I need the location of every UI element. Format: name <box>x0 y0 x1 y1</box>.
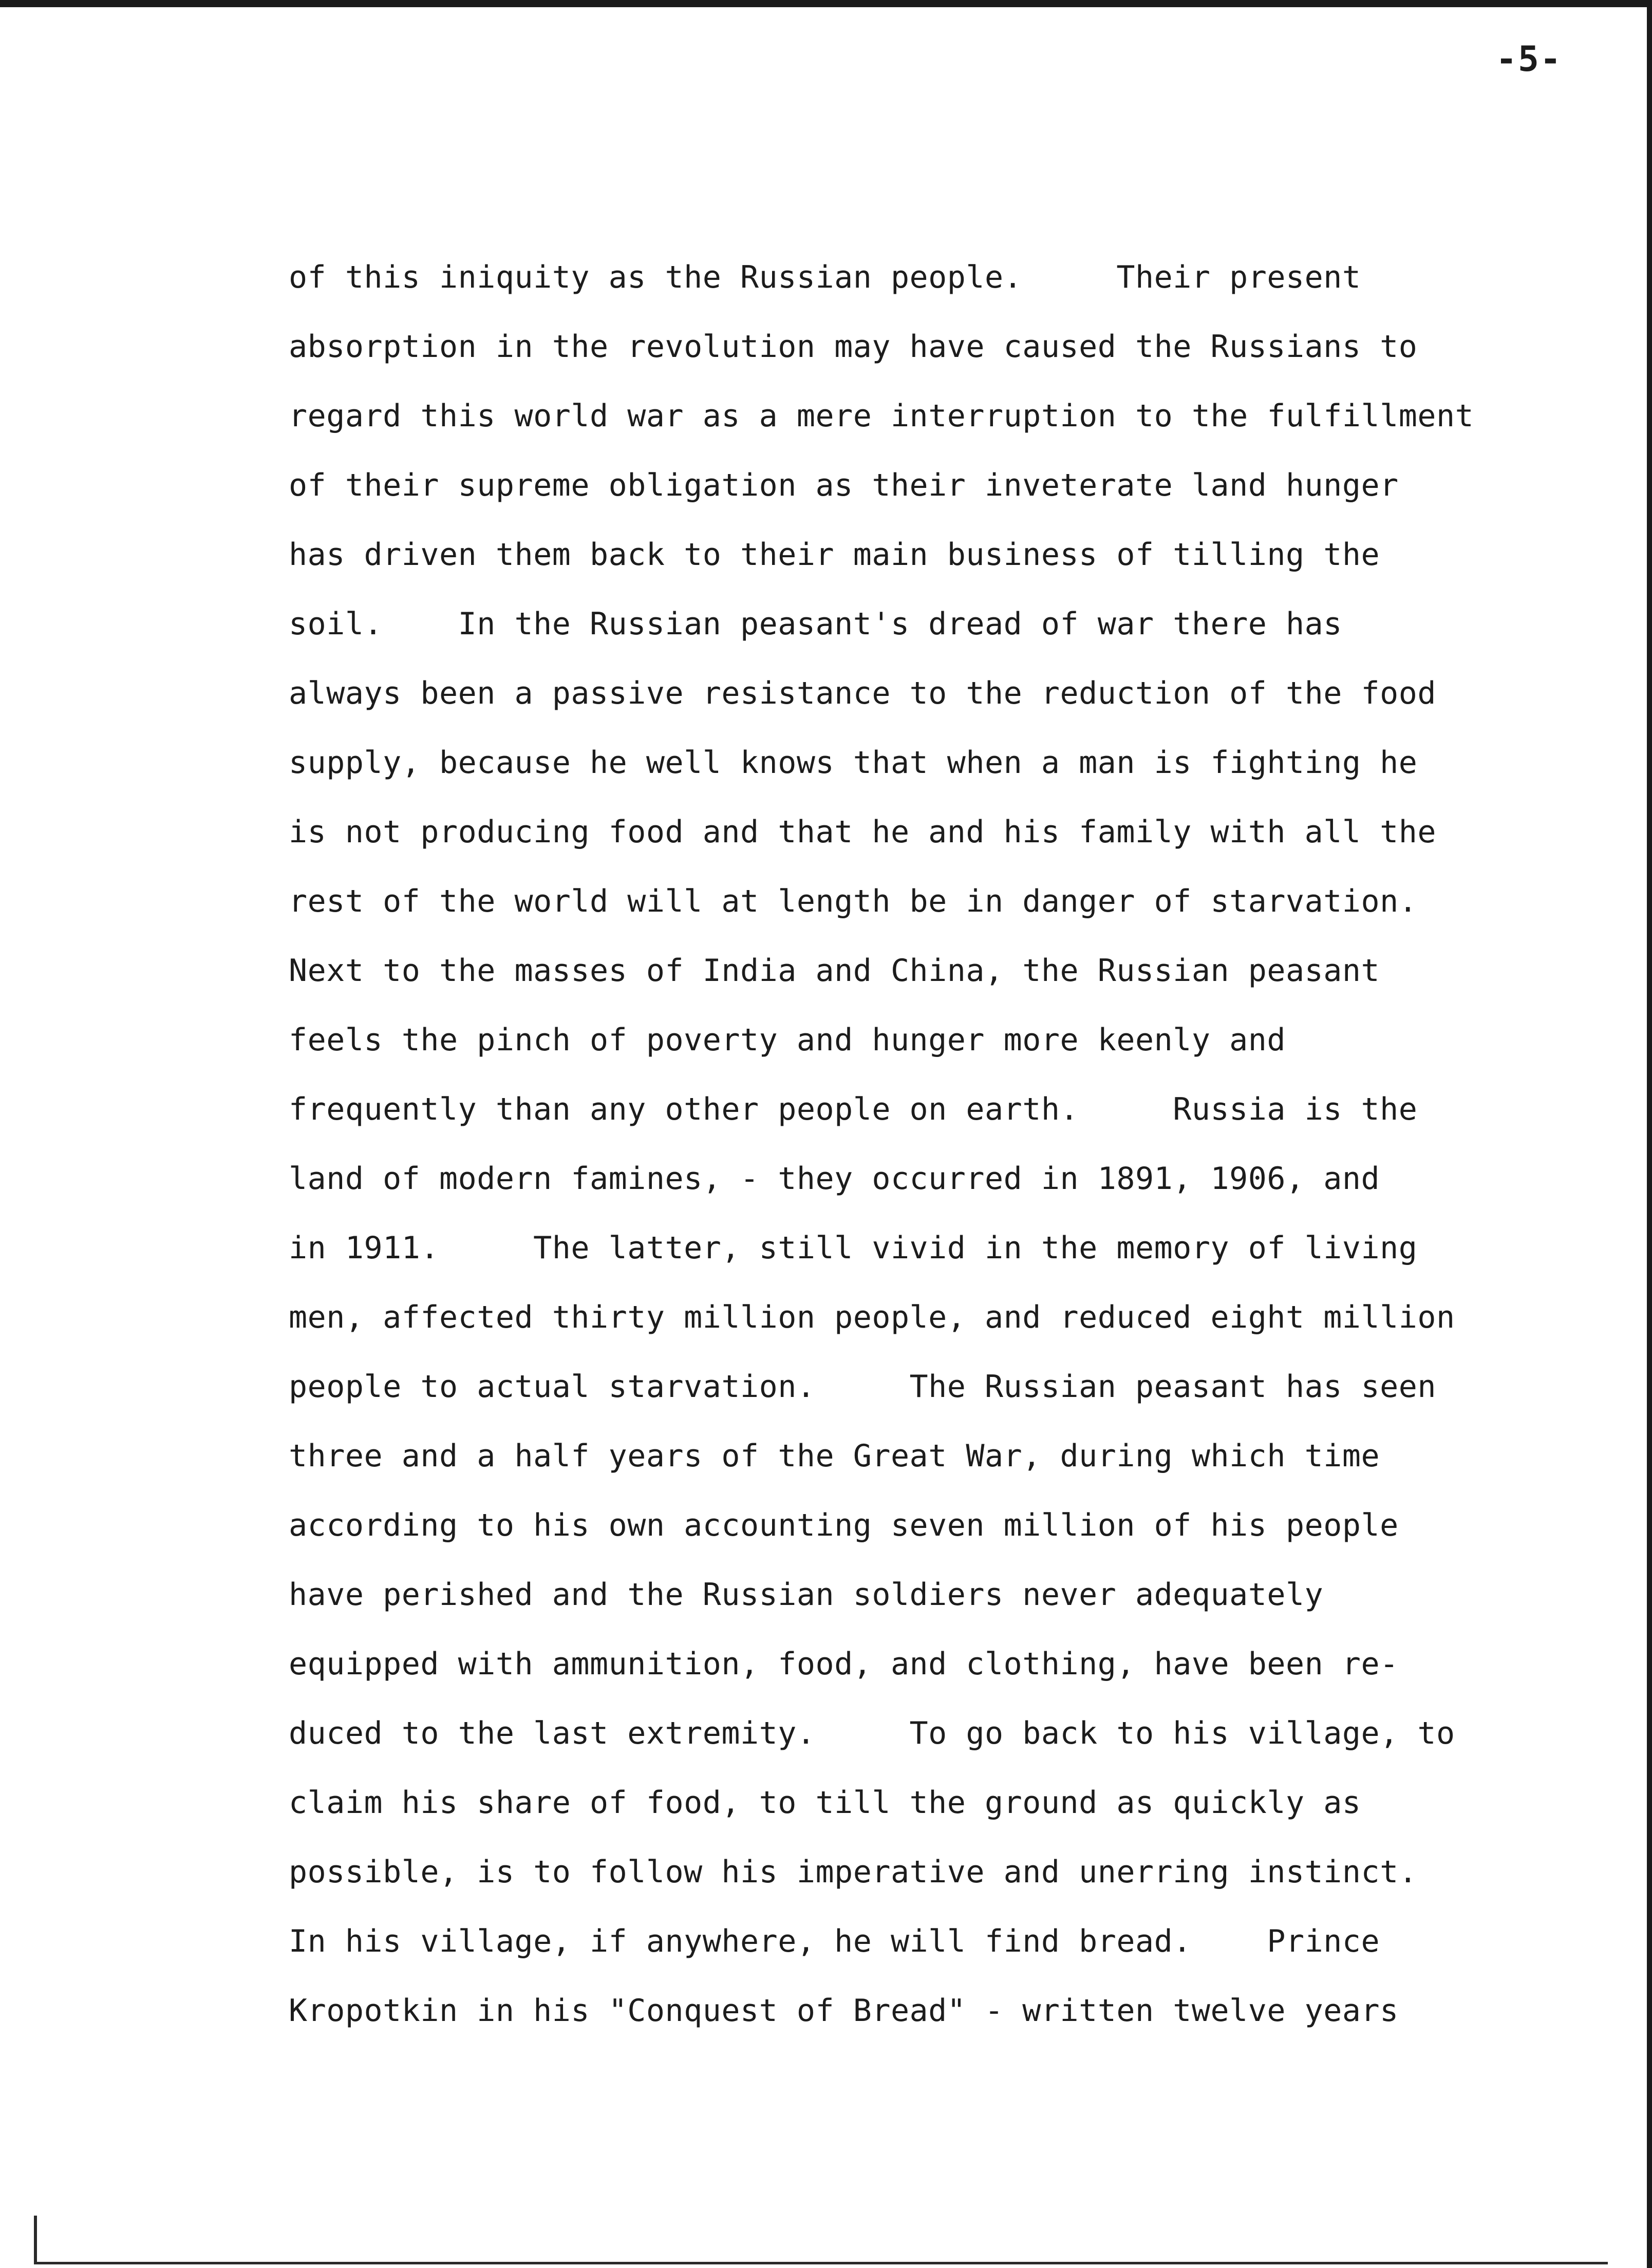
text-line: claim his share of food, to till the ground as quickly as <box>289 1785 1361 1821</box>
text-line: land of modern famines, - they occurred in 1891, 1906, and <box>289 1161 1380 1197</box>
text-line: of this iniquity as the Russian people. Their present <box>289 259 1361 295</box>
text-line: in 1911. The latter, still vivid in the memory of living <box>289 1230 1418 1266</box>
text-line: In his village, if anywhere, he will find bread. Prince <box>289 1923 1380 1959</box>
text-line: absorption in the revolution may have caused the Russians to <box>289 329 1418 365</box>
text-line: regard this world war as a mere interruption to the fulfillment <box>289 398 1474 434</box>
text-line: frequently than any other people on earth. Russia is the <box>289 1091 1418 1127</box>
page-number: -5- <box>1496 39 1562 80</box>
text-line: possible, is to follow his imperative and unerring instinct. <box>289 1854 1418 1890</box>
text-line: have perished and the Russian soldiers never adequately <box>289 1577 1324 1613</box>
text-line: three and a half years of the Great War, during which time <box>289 1438 1380 1474</box>
text-line: duced to the last extremity. To go back to his village, to <box>289 1715 1455 1751</box>
text-line: Kropotkin in his "Conquest of Bread" - written twelve years <box>289 1993 1399 2029</box>
text-line: according to his own accounting seven million of his people <box>289 1507 1399 1543</box>
text-line: people to actual starvation. The Russian peasant has seen <box>289 1369 1437 1405</box>
text-line: men, affected thirty million people, and reduced eight million <box>289 1299 1455 1335</box>
text-line: feels the pinch of poverty and hunger more keenly and <box>289 1022 1286 1058</box>
body-text <box>289 252 1542 2054</box>
text-line: supply, because he well knows that when a man is fighting he <box>289 745 1418 781</box>
margin-rule-left <box>34 2216 37 2264</box>
text-line: is not producing food and that he and his family with all the <box>289 814 1437 850</box>
text-line: always been a passive resistance to the reduction of the food <box>289 675 1437 711</box>
text-line: equipped with ammunition, food, and clothing, have been re- <box>289 1646 1399 1682</box>
text-line: has driven them back to their main business of tilling the <box>289 537 1380 573</box>
text-line: rest of the world will at length be in danger of starvation. <box>289 883 1418 919</box>
margin-rule-bottom <box>36 2262 1608 2264</box>
text-line: of their supreme obligation as their inveterate land hunger <box>289 467 1399 503</box>
text-line: Next to the masses of India and China, the Russian peasant <box>289 953 1380 989</box>
text-line: soil. In the Russian peasant's dread of war there has <box>289 606 1342 642</box>
